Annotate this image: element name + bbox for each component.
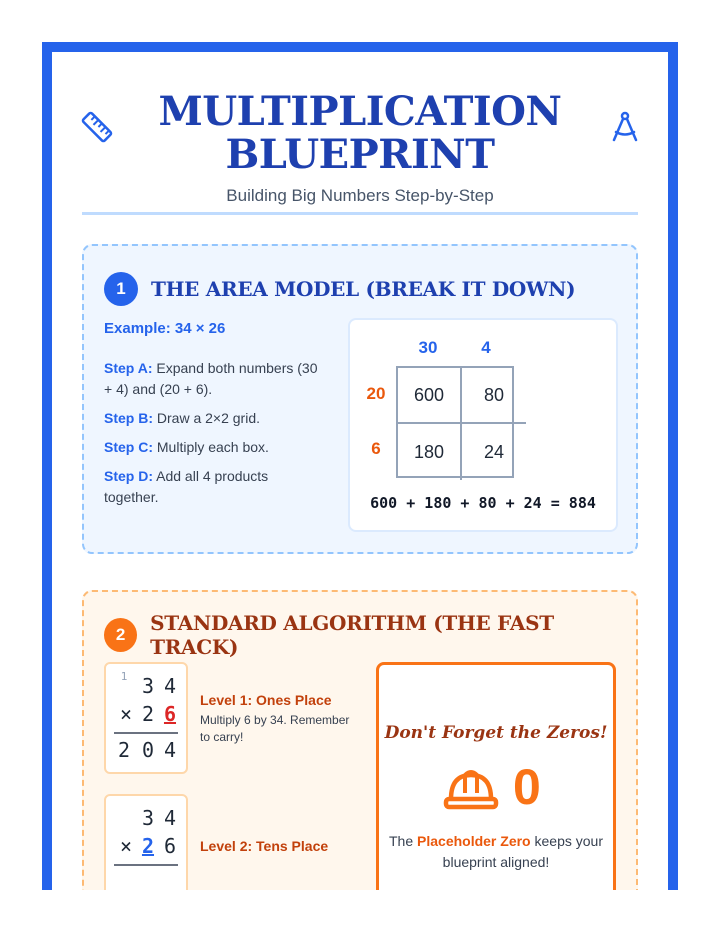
grid-cell: 24: [483, 441, 505, 462]
times-sign: ×: [119, 834, 133, 858]
times-sign: ×: [119, 702, 133, 726]
multiplicand-row: [114, 670, 180, 702]
zero-card-text: [389, 831, 603, 873]
hard-hat-icon: [443, 765, 499, 813]
header-divider: [82, 212, 638, 215]
grid-row-label: 20: [366, 384, 386, 403]
multiplicand-row: [114, 806, 180, 834]
digit: 3: [141, 674, 155, 698]
step-b: [104, 408, 324, 429]
digit: 0: [141, 738, 155, 762]
steps-list: [104, 358, 324, 516]
multiplier-row: [114, 834, 180, 862]
big-zero: 0: [513, 759, 541, 815]
step-d: [104, 466, 324, 508]
placeholder-zero-card: [376, 662, 616, 890]
area-model-section: [82, 244, 638, 554]
level-1-worked-example: [104, 662, 188, 774]
digit: 3: [141, 806, 155, 830]
area-grid: [396, 366, 514, 478]
digit: 2: [141, 702, 155, 726]
area-grid-card: [348, 318, 618, 532]
section-title: THE AREA MODEL (BREAK IT DOWN): [151, 277, 576, 301]
step-c: [104, 437, 324, 458]
sum-equation: 600 + 180 + 80 + 24 = 884: [370, 494, 596, 512]
step-label: Step D:: [104, 468, 153, 484]
grid-row-label: 6: [371, 439, 381, 458]
digit: 6: [163, 834, 177, 858]
text-part: keeps your blueprint aligned!: [442, 833, 603, 870]
result-line: [114, 864, 178, 866]
partial-product-row: [114, 738, 180, 766]
blueprint-frame: [42, 42, 678, 890]
carry-digit: 1: [120, 670, 128, 683]
section-number-badge: 2: [104, 618, 137, 652]
digit: 4: [163, 674, 177, 698]
level-2-worked-example: [104, 794, 188, 890]
title-line-2: BLUEPRINT: [225, 131, 495, 178]
section-header: [104, 611, 636, 659]
grid-column-label: 4: [481, 338, 491, 357]
step-text: Add all 4 products together.: [104, 468, 269, 505]
multiplier-row: [114, 702, 180, 730]
grid-cell: 180: [398, 424, 462, 480]
step-a: [104, 358, 324, 400]
zero-card-title: Don't Forget the Zeros!: [384, 723, 608, 743]
section-title: STANDARD ALGORITHM (THE FAST TRACK): [150, 611, 554, 659]
example-label: Example: 34 × 26: [104, 320, 226, 337]
digit: 4: [163, 806, 177, 830]
level-1-description: Multiply 6 by 34. Remember to carry!: [200, 713, 350, 744]
step-label: Step A:: [104, 360, 153, 376]
level-1-title: Level 1: Ones Place: [200, 692, 332, 708]
highlighted-digit: 6: [163, 702, 177, 726]
digit: 2: [117, 738, 131, 762]
title-line-1: MULTIPLICATION: [158, 88, 562, 135]
header: [52, 52, 668, 214]
step-text: Multiply each box.: [153, 439, 269, 455]
placeholder-zero-highlight: Placeholder Zero: [417, 833, 531, 849]
step-text: Draw a 2×2 grid.: [153, 410, 260, 426]
standard-algorithm-section: [82, 590, 638, 890]
step-label: Step C:: [104, 439, 153, 455]
level-2-title: Level 2: Tens Place: [200, 838, 329, 854]
page-title: [52, 90, 668, 176]
page-subtitle: Building Big Numbers Step-by-Step: [226, 186, 494, 205]
section-number-badge: 1: [104, 272, 138, 306]
grid-column-label: 30: [418, 338, 438, 357]
step-label: Step B:: [104, 410, 153, 426]
result-line: [114, 732, 178, 734]
grid-cell: 80: [462, 368, 526, 424]
digit: 4: [163, 738, 177, 762]
highlighted-digit: 2: [141, 834, 155, 858]
compass-icon: [608, 110, 642, 144]
step-text: Expand both numbers (30 + 4) and (20 + 6).: [104, 360, 318, 397]
section-header: [104, 272, 575, 306]
grid-cell: 600: [398, 368, 462, 424]
text-part: The: [389, 833, 418, 849]
